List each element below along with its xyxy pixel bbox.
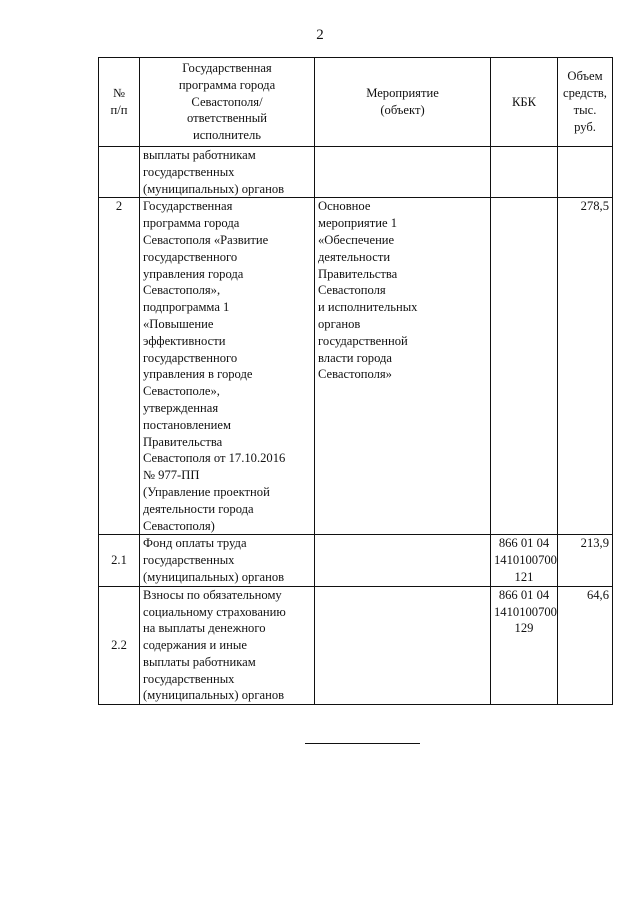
cell-amount: 278,5 (558, 198, 613, 535)
table-row (99, 146, 613, 197)
cell-kbk (491, 198, 558, 535)
header-activity: Мероприятие (объект) (315, 58, 491, 147)
cell-num: 2 (99, 198, 140, 535)
table-header-row (99, 58, 613, 147)
header-kbk: КБК (491, 58, 558, 147)
cell-activity (315, 146, 491, 197)
cell-activity (315, 586, 491, 705)
cell-kbk: 866 01 04 1410100700 129 (491, 586, 558, 705)
cell-amount: 213,9 (558, 535, 613, 586)
cell-activity: Основное мероприятие 1 «Обеспечение деятельности Правительства Севастополя и исполнительных органов государственной власти города Севастополя» (315, 198, 491, 535)
cell-num (99, 146, 140, 197)
page-number: 2 (316, 27, 324, 43)
header-program: Государственная программа города Севастополя/ ответственный исполнитель (140, 58, 315, 147)
cell-kbk: 866 01 04 1410100700 121 (491, 535, 558, 586)
cell-program: выплаты работникам государственных (муниципальных) органов (140, 146, 315, 197)
cell-activity (315, 535, 491, 586)
cell-kbk (491, 146, 558, 197)
budget-table (98, 57, 613, 705)
cell-program: Государственная программа города Севастополя «Развитие государственного управления города Севастополя», подпрограмма 1 «Повышение эффективности государственного управления в городе Севастополе», утвержденная постановлением Правительства Севастополя от 17.10.2016 № 977-ПП (Управление проектной деятельности города Севастополя) (140, 198, 315, 535)
table-row (99, 535, 613, 586)
end-divider-line (305, 743, 420, 744)
header-amount: Объем средств, тыс. руб. (558, 58, 613, 147)
cell-amount (558, 146, 613, 197)
cell-num: 2.1 (99, 535, 140, 586)
table-row (99, 586, 613, 705)
table-row (99, 198, 613, 535)
cell-program: Взносы по обязательному социальному страхованию на выплаты денежного содержания и иные выплаты работникам государственных (муниципальных) органов (140, 586, 315, 705)
cell-program: Фонд оплаты труда государственных (муниципальных) органов (140, 535, 315, 586)
cell-amount: 64,6 (558, 586, 613, 705)
cell-num: 2.2 (99, 586, 140, 705)
header-num: № п/п (99, 58, 140, 147)
